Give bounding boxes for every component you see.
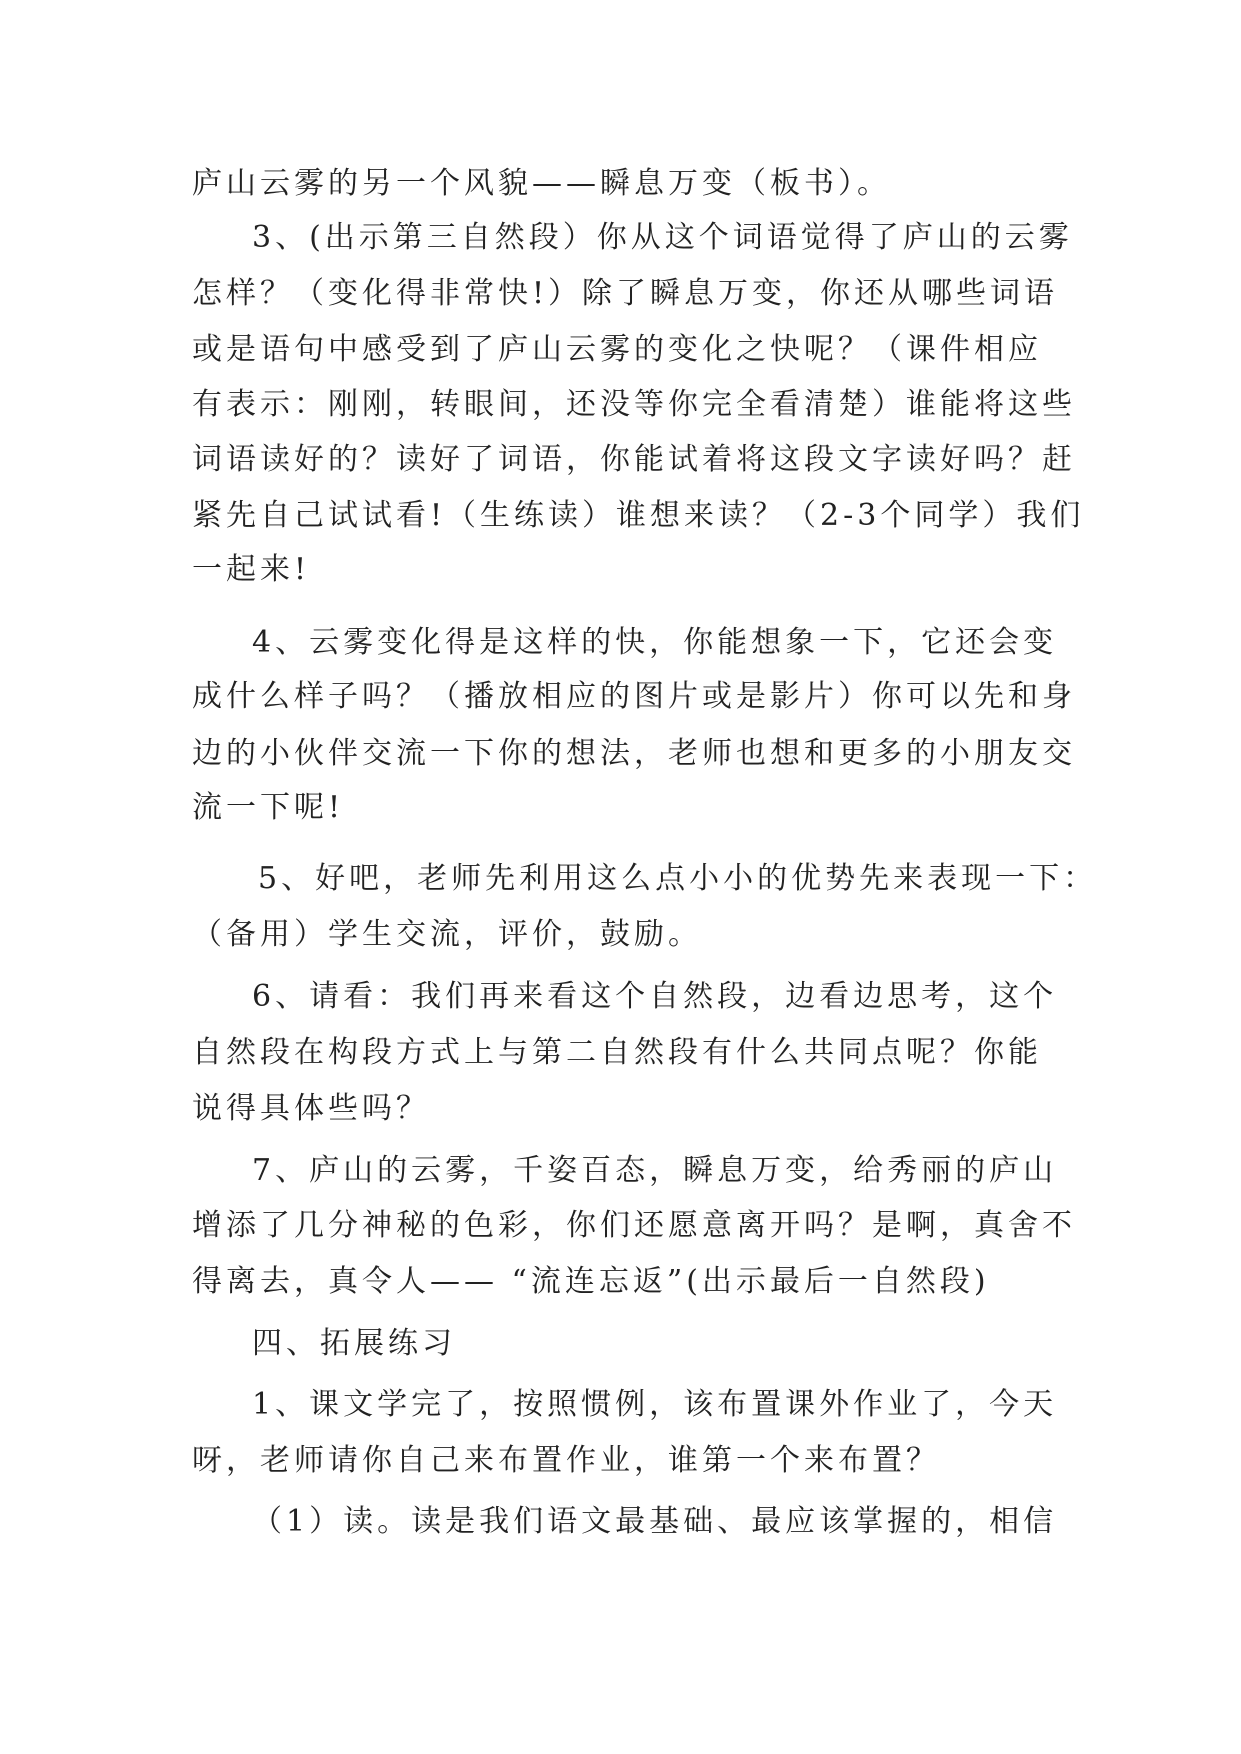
text-line: 边的小伙伴交流一下你的想法，老师也想和更多的小朋友交 bbox=[192, 736, 1076, 771]
text-line: （1）读。读是我们语文最基础、最应该掌握的，相信 bbox=[252, 1504, 1058, 1539]
text-line: 一起来! bbox=[192, 552, 311, 587]
text-line: 1、课文学完了，按照惯例，该布置课外作业了，今天 bbox=[252, 1387, 1058, 1422]
section-heading: 四、拓展练习 bbox=[252, 1326, 456, 1361]
text-line: 成什么样子吗？（播放相应的图片或是影片）你可以先和身 bbox=[192, 679, 1076, 714]
text-line: （备用）学生交流，评价，鼓励。 bbox=[192, 917, 702, 952]
text-line: 怎样？（变化得非常快!）除了瞬息万变，你还从哪些词语 bbox=[192, 276, 1059, 311]
text-line: 增添了几分神秘的色彩，你们还愿意离开吗？是啊，真舍不 bbox=[192, 1208, 1076, 1243]
text-line: 紧先自己试试看!（生练读）谁想来读？（2-3个同学）我们 bbox=[192, 498, 1085, 533]
text-line: 3、(出示第三自然段）你从这个词语觉得了庐山的云雾 bbox=[252, 220, 1073, 255]
text-line: 4、云雾变化得是这样的快，你能想象一下，它还会变 bbox=[252, 625, 1058, 660]
text-line: 7、庐山的云雾，千姿百态，瞬息万变，给秀丽的庐山 bbox=[252, 1153, 1058, 1188]
text-line: 流一下呢! bbox=[192, 790, 345, 825]
text-line: 呀，老师请你自己来布置作业，谁第一个来布置？ bbox=[192, 1443, 940, 1478]
text-line: 6、请看：我们再来看这个自然段，边看边思考，这个 bbox=[252, 979, 1058, 1014]
text-line: 庐山云雾的另一个风貌——瞬息万变（板书）。 bbox=[192, 166, 891, 201]
text-line: 5、好吧，老师先利用这么点小小的优势先来表现一下： bbox=[258, 861, 1098, 896]
text-line: 有表示：刚刚，转眼间，还没等你完全看清楚）谁能将这些 bbox=[192, 387, 1076, 422]
text-line: 或是语句中感受到了庐山云雾的变化之快呢？（课件相应 bbox=[192, 332, 1042, 367]
text-line: 说得具体些吗？ bbox=[192, 1091, 430, 1126]
text-line: 得离去，真令人—— “流连忘返”(出示最后一自然段) bbox=[192, 1264, 990, 1299]
text-line: 词语读好的？读好了词语，你能试着将这段文字读好吗？赶 bbox=[192, 442, 1076, 477]
text-line: 自然段在构段方式上与第二自然段有什么共同点呢？你能 bbox=[192, 1035, 1042, 1070]
